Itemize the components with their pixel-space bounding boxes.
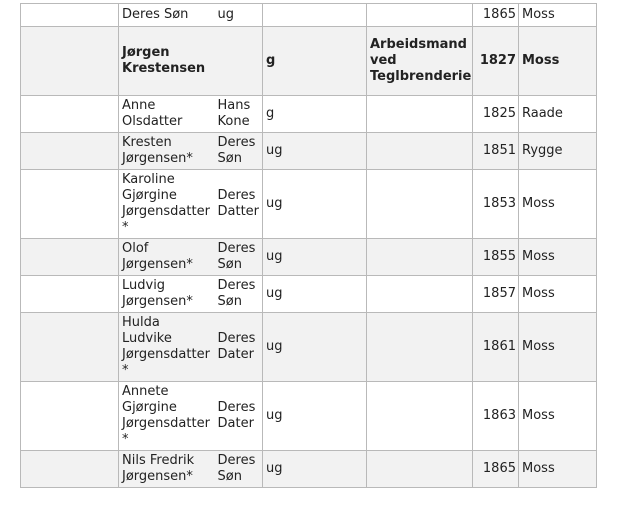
occupation-cell <box>367 170 473 239</box>
table-row <box>21 133 597 170</box>
table-row <box>21 170 597 239</box>
indent-cell <box>21 451 119 488</box>
relation-cell: ug <box>215 4 263 27</box>
birth-year-cell: 1851 <box>473 133 519 170</box>
birth-year-cell: 1865 <box>473 451 519 488</box>
name-cell: Kresten Jørgensen* <box>119 133 215 170</box>
indent-cell <box>21 27 119 96</box>
status-cell: ug <box>263 451 367 488</box>
birthplace-cell: Rygge <box>519 133 597 170</box>
birth-year-cell: 1857 <box>473 276 519 313</box>
birthplace-cell: Raade <box>519 96 597 133</box>
birthplace-cell: Moss <box>519 4 597 27</box>
census-table-body <box>21 4 597 488</box>
occupation-cell <box>367 276 473 313</box>
relation-cell: Deres Søn <box>215 239 263 276</box>
table-row <box>21 27 597 96</box>
birth-year-cell: 1827 <box>473 27 519 96</box>
relation-cell: Deres Søn <box>215 276 263 313</box>
occupation-cell: Arbeidsmand ved Teglbrenderie <box>367 27 473 96</box>
relation-cell: Deres Dater <box>215 313 263 382</box>
status-cell <box>263 4 367 27</box>
status-cell: ug <box>263 239 367 276</box>
birth-year-cell: 1825 <box>473 96 519 133</box>
name-cell: Ludvig Jørgensen* <box>119 276 215 313</box>
birthplace-cell: Moss <box>519 170 597 239</box>
name-cell: Karoline Gjørgine Jørgensdatter * <box>119 170 215 239</box>
relation-cell <box>215 27 263 96</box>
birthplace-cell: Moss <box>519 239 597 276</box>
status-cell: g <box>263 27 367 96</box>
relation-cell: Deres Søn <box>215 451 263 488</box>
birth-year-cell: 1863 <box>473 382 519 451</box>
birth-year-cell: 1853 <box>473 170 519 239</box>
birth-year-cell: 1861 <box>473 313 519 382</box>
indent-cell <box>21 313 119 382</box>
name-cell: Annete Gjørgine Jørgensdatter * <box>119 382 215 451</box>
birthplace-cell: Moss <box>519 451 597 488</box>
indent-cell <box>21 239 119 276</box>
table-row <box>21 451 597 488</box>
status-cell: ug <box>263 276 367 313</box>
relation-cell: Deres Datter <box>215 170 263 239</box>
birth-year-cell: 1865 <box>473 4 519 27</box>
status-cell: ug <box>263 170 367 239</box>
name-cell: Hulda Ludvike Jørgensdatter * <box>119 313 215 382</box>
occupation-cell <box>367 451 473 488</box>
status-cell: ug <box>263 313 367 382</box>
occupation-cell <box>367 382 473 451</box>
name-cell: Jørgen Krestensen <box>119 27 215 96</box>
birth-year-cell: 1855 <box>473 239 519 276</box>
occupation-cell <box>367 96 473 133</box>
name-cell: Nils Fredrik Jørgensen* <box>119 451 215 488</box>
table-row <box>21 276 597 313</box>
census-table <box>20 3 597 488</box>
occupation-cell <box>367 133 473 170</box>
table-row <box>21 4 597 27</box>
relation-cell: Hans Kone <box>215 96 263 133</box>
occupation-cell <box>367 313 473 382</box>
table-row <box>21 239 597 276</box>
birthplace-cell: Moss <box>519 276 597 313</box>
indent-cell <box>21 96 119 133</box>
relation-cell: Deres Søn <box>215 133 263 170</box>
indent-cell <box>21 276 119 313</box>
status-cell: ug <box>263 133 367 170</box>
birthplace-cell: Moss <box>519 382 597 451</box>
status-cell: ug <box>263 382 367 451</box>
occupation-cell <box>367 239 473 276</box>
table-row <box>21 382 597 451</box>
name-cell: Deres Søn <box>119 4 215 27</box>
occupation-cell <box>367 4 473 27</box>
birthplace-cell: Moss <box>519 27 597 96</box>
table-row <box>21 313 597 382</box>
indent-cell <box>21 133 119 170</box>
indent-cell <box>21 4 119 27</box>
indent-cell <box>21 170 119 239</box>
name-cell: Anne Olsdatter <box>119 96 215 133</box>
relation-cell: Deres Dater <box>215 382 263 451</box>
name-cell: Olof Jørgensen* <box>119 239 215 276</box>
status-cell: g <box>263 96 367 133</box>
indent-cell <box>21 382 119 451</box>
birthplace-cell: Moss <box>519 313 597 382</box>
table-row <box>21 96 597 133</box>
